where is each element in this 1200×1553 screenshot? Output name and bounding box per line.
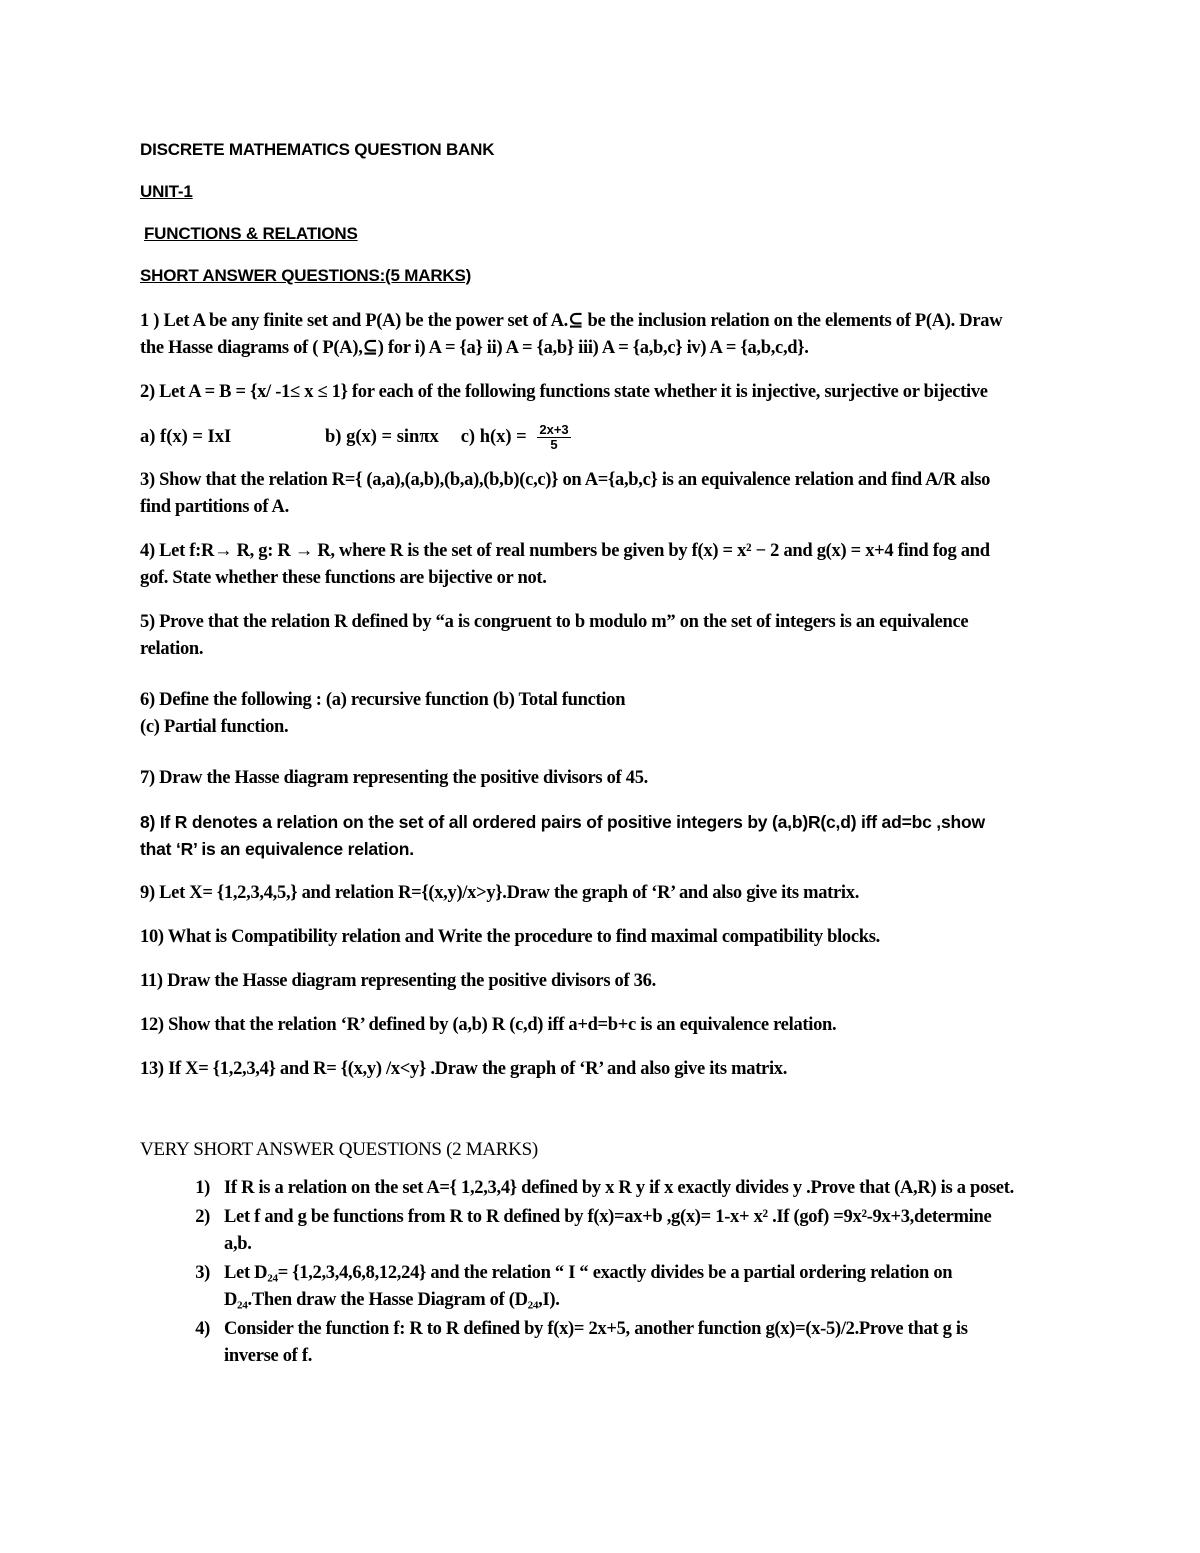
list-item-number: 3)	[195, 1263, 210, 1283]
question-6-line-1: 6) Define the following : (a) recursive function (b) Total function	[140, 690, 626, 710]
list-item	[140, 1260, 1020, 1314]
list-item	[140, 1204, 1020, 1258]
list-item-number: 2)	[195, 1207, 210, 1227]
question-11: 11) Draw the Hasse diagram representing the positive divisors of 36.	[140, 971, 656, 991]
fraction-numerator: 2x+3	[539, 422, 569, 437]
topic-heading: FUNCTIONS & RELATIONS	[144, 224, 358, 243]
option-a: a) f(x) = IxI	[140, 427, 232, 447]
document-title: DISCRETE MATHEMATICS QUESTION BANK	[140, 140, 495, 159]
very-short-heading: VERY SHORT ANSWER QUESTIONS (2 MARKS)	[140, 1139, 538, 1160]
question-5: 5) Prove that the relation R defined by “a is congruent to b modulo m” on the set of integers is an equivalence relation.	[140, 612, 969, 659]
question-13: 13) If X= {1,2,3,4} and R= {(x,y) /x<y} .Draw the graph of ‘R’ and also give its matrix.	[140, 1059, 788, 1079]
question-1: 1 ) Let A be any finite set and P(A) be the power set of A.⊆ be the inclusion relation on the elements of P(A). Draw the Hasse diagrams of ( P(A),⊆) for i) A = {a} ii) A = {a,b} iii) A = {a,b,c} iv) A = {a,b,c,d}.	[140, 311, 1003, 358]
list-item	[140, 1316, 1020, 1370]
question-bank-page	[140, 140, 1020, 1372]
question-6	[140, 687, 1020, 741]
question-9: 9) Let X= {1,2,3,4,5,} and relation R={(x,y)/x>y}.Draw the graph of ‘R’ and also give its matrix.	[140, 883, 860, 903]
fraction-denominator: 5	[550, 437, 558, 452]
fraction	[537, 423, 570, 452]
option-c-label: c) h(x) =	[460, 426, 527, 447]
list-item	[140, 1175, 1020, 1202]
question-10: 10) What is Compatibility relation and Write the procedure to find maximal compatibility blocks.	[140, 927, 881, 947]
list-item-number: 1)	[195, 1178, 210, 1198]
unit-heading: UNIT-1	[140, 182, 193, 201]
question-2: 2) Let A = B = {x/ -1≤ x ≤ 1} for each of the following functions state whether it is injective, surjective or bijective	[140, 382, 988, 402]
question-3: 3) Show that the relation R={ (a,a),(a,b),(b,a),(b,b)(c,c)} on A={a,b,c} is an equivalence relation and find A/R also find partitions of A.	[140, 470, 991, 517]
list-item-text: Consider the function f: R to R defined by f(x)= 2x+5, another function g(x)=(x-5)/2.Prove that g is inverse of f.	[224, 1319, 968, 1366]
short-answer-heading: SHORT ANSWER QUESTIONS:(5 MARKS)	[140, 266, 472, 285]
question-8: 8) If R denotes a relation on the set of all ordered pairs of positive integers by (a,b)R(c,d) iff ad=bc ,show that ‘R’ is an equivalence relation.	[140, 812, 985, 859]
option-b: b) g(x) = sinπx	[325, 427, 439, 447]
very-short-list	[140, 1175, 1020, 1370]
list-item-number: 4)	[195, 1319, 210, 1339]
question-4: 4) Let f:R→ R, g: R → R, where R is the set of real numbers be given by f(x) = x² − 2 and g(x) = x+4 find fog and gof. State whether these functions are bijective or not.	[140, 541, 990, 588]
list-item-text: If R is a relation on the set A={ 1,2,3,4} defined by x R y if x exactly divides y .Prove that (A,R) is a poset.	[224, 1178, 1014, 1198]
question-6-line-2: (c) Partial function.	[140, 717, 289, 737]
question-2-options	[140, 423, 1020, 452]
question-12: 12) Show that the relation ‘R’ defined by (a,b) R (c,d) iff a+d=b+c is an equivalence relation.	[140, 1015, 837, 1035]
option-c	[461, 423, 571, 452]
list-item-text: Let f and g be functions from R to R defined by f(x)=ax+b ,g(x)= 1-x+ x² .If (gof) =9x²-9x+3,determine a,b.	[224, 1207, 992, 1254]
list-item-text: Let D₂₄= {1,2,3,4,6,8,12,24} and the relation “ I “ exactly divides be a partial ordering relation on D₂₄.Then draw the Hasse Diagram of (D₂₄,I).	[224, 1263, 953, 1310]
question-7: 7) Draw the Hasse diagram representing the positive divisors of 45.	[140, 768, 648, 788]
